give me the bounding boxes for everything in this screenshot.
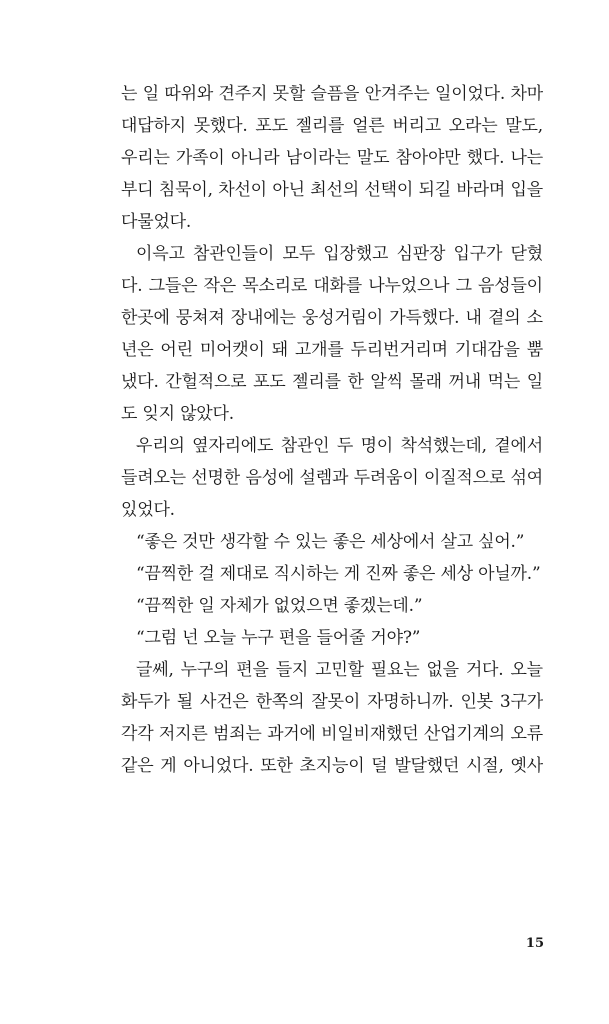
word: 섞여 <box>510 468 543 488</box>
word: 될 <box>176 692 193 712</box>
word: 견주지 <box>218 84 268 104</box>
word: 이질적으로 <box>423 468 506 488</box>
body-text <box>121 78 543 782</box>
text-line <box>121 366 543 398</box>
dialogue-line: “끔찍한 일 자체가 없었으면 좋겠는데.” <box>136 596 423 616</box>
text-line <box>121 334 543 366</box>
text-line <box>121 142 543 174</box>
word: 같은 <box>121 756 154 776</box>
word: 차선이 <box>218 180 267 200</box>
text-line <box>121 750 543 782</box>
word: 글쎄, <box>136 660 174 680</box>
word: 돼 <box>271 340 288 360</box>
text-line <box>121 654 543 686</box>
word: 거다. <box>465 660 504 680</box>
word: 과거에 <box>267 724 316 744</box>
word: 내 <box>465 308 482 328</box>
word: 대화를 <box>313 276 362 296</box>
word: 발달했던 <box>394 756 460 776</box>
text-line <box>121 302 543 334</box>
word: 누구의 <box>180 660 230 680</box>
word: 웅성거림이 <box>301 308 384 328</box>
word: 는 <box>121 84 138 104</box>
word: 참관인 <box>280 436 330 456</box>
word: 뿜 <box>526 340 543 360</box>
word: 곁의 <box>488 308 521 328</box>
word: 음성들이 <box>478 276 543 296</box>
word: 다. <box>121 276 143 296</box>
word: 기대감을 <box>454 340 520 360</box>
word: 필요는 <box>370 660 420 680</box>
word: 입을 <box>510 180 543 200</box>
word: 선택이 <box>364 180 414 200</box>
word: 명이 <box>360 436 394 456</box>
text-line <box>121 462 543 494</box>
word: 바라며 <box>456 180 506 200</box>
word: 심판장 <box>396 244 446 264</box>
word: 작은 <box>203 276 236 296</box>
word: 저지른 <box>158 724 208 744</box>
word: 우리는 <box>121 148 170 168</box>
word: 들려오는 <box>121 468 186 488</box>
word: 시절, <box>466 756 504 776</box>
word: 착석했는데, <box>400 436 487 456</box>
word: 못할 <box>272 84 306 104</box>
word: 음성에 <box>245 468 295 488</box>
text-line <box>121 718 543 750</box>
word: 못했다. <box>193 116 248 136</box>
word: 따위와 <box>164 84 214 104</box>
word: 뭉쳐져 <box>175 308 225 328</box>
text-line: 있었다. <box>121 500 175 520</box>
text-line <box>121 78 543 110</box>
word: 한쪽의 <box>255 692 305 712</box>
word: 얼른 <box>352 116 385 136</box>
word: 부디 <box>121 180 154 200</box>
word: 미어캣이 <box>199 340 265 360</box>
word: 덜 <box>371 756 388 776</box>
page-number: 15 <box>525 936 544 951</box>
word: 최선의 <box>310 180 359 200</box>
word: 잘못이 <box>311 692 361 712</box>
word: 아니라 <box>230 148 280 168</box>
word: 대답하지 <box>121 116 186 136</box>
dialogue-line: “좋은 것만 생각할 수 있는 좋은 세상에서 살고 싶어.” <box>136 532 525 552</box>
word: 옛사 <box>510 756 543 776</box>
word: 각각 <box>121 724 154 744</box>
word: 두리번거리며 <box>350 340 448 360</box>
word: 인봇 <box>460 692 493 712</box>
word: 나누었으나 <box>368 276 450 296</box>
word: 한곳에 <box>121 308 170 328</box>
word: 사건은 <box>199 692 249 712</box>
word: 년은 <box>121 340 154 360</box>
word: 또한 <box>260 756 293 776</box>
word: 말도, <box>505 116 543 136</box>
text-line <box>121 430 543 462</box>
word: 옆자리에도 <box>192 436 274 456</box>
word: 말도 <box>356 148 390 168</box>
word: 했다. <box>466 148 505 168</box>
text-line <box>121 686 543 718</box>
word: 장내에는 <box>230 308 296 328</box>
word: 나는 <box>510 148 543 168</box>
word: 알씩 <box>370 372 403 392</box>
word: 우리의 <box>136 436 185 456</box>
text-line <box>121 238 543 270</box>
word: 오늘 <box>510 660 543 680</box>
word: 설렘과 <box>299 468 349 488</box>
word: 버리고 <box>392 116 441 136</box>
word: 들지 <box>275 660 309 680</box>
word: 고개를 <box>294 340 344 360</box>
word: 참아야만 <box>395 148 461 168</box>
word: 일이었다. <box>435 84 506 104</box>
word: 젤리를 <box>295 116 345 136</box>
word: 두 <box>336 436 354 456</box>
word: 아닌 <box>272 180 305 200</box>
word: 아니었다. <box>183 756 254 776</box>
word: 그 <box>455 276 472 296</box>
word: 목소리로 <box>242 276 308 296</box>
word: 이윽고 <box>136 244 185 264</box>
word: 입구가 <box>453 244 503 264</box>
word: 먹는 <box>487 372 521 392</box>
word: 한 <box>347 372 364 392</box>
word: 닫혔 <box>510 244 543 264</box>
text-line <box>121 110 543 142</box>
word: 젤리를 <box>292 372 341 392</box>
text-line <box>121 174 543 206</box>
word: 소 <box>526 308 543 328</box>
word: 범죄는 <box>212 724 262 744</box>
word: 일 <box>526 372 543 392</box>
word: 게 <box>160 756 177 776</box>
word: 가득했다. <box>389 308 460 328</box>
word: 고민할 <box>315 660 364 680</box>
word: 그들은 <box>148 276 198 296</box>
word: 가족이 <box>175 148 225 168</box>
word: 남이라는 <box>285 148 351 168</box>
dialogue-line: “그럼 넌 오늘 누구 편을 들어줄 거야?” <box>136 628 421 648</box>
word: 침묵이, <box>158 180 213 200</box>
word: 곁에서 <box>494 436 543 456</box>
text-line <box>121 270 543 302</box>
word: 냈다. <box>121 372 159 392</box>
word: 산업기계의 <box>423 724 506 744</box>
word: 오류 <box>510 724 543 744</box>
word: 포도 <box>255 116 288 136</box>
text-line: 다물었다. <box>121 212 192 232</box>
dialogue-line: “끔찍한 걸 제대로 직시하는 게 진짜 좋은 세상 아닐까.” <box>136 564 541 584</box>
word: 되길 <box>418 180 451 200</box>
word: 3구가 <box>499 692 543 712</box>
word: 모두 <box>282 244 315 264</box>
word: 포도 <box>253 372 286 392</box>
word: 간헐적으로 <box>165 372 247 392</box>
word: 비일비재했던 <box>321 724 419 744</box>
word: 초지능이 <box>299 756 365 776</box>
word: 선명한 <box>191 468 240 488</box>
word: 없을 <box>426 660 459 680</box>
word: 차마 <box>510 84 543 104</box>
word: 몰래 <box>409 372 442 392</box>
word: 어린 <box>160 340 193 360</box>
word: 두려움이 <box>353 468 419 488</box>
word: 편을 <box>236 660 269 680</box>
word: 자명하니까. <box>367 692 454 712</box>
word: 꺼내 <box>448 372 481 392</box>
word: 안겨주는 <box>364 84 430 104</box>
word: 오라는 <box>448 116 498 136</box>
word: 화두가 <box>121 692 170 712</box>
word: 슬픔을 <box>310 84 360 104</box>
word: 입장했고 <box>323 244 389 264</box>
word: 참관인들이 <box>193 244 275 264</box>
word: 일 <box>142 84 159 104</box>
text-line: 도 잊지 않았다. <box>121 404 234 424</box>
